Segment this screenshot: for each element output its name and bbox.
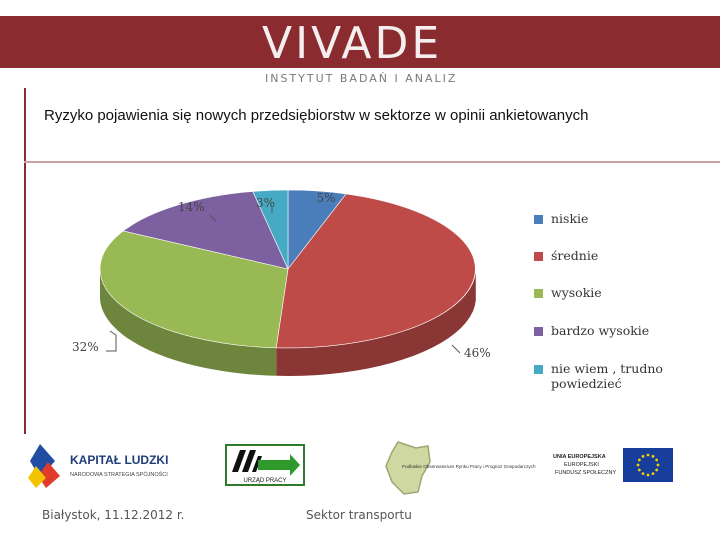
eu-star xyxy=(647,474,650,477)
kapital-ludzki-logo xyxy=(28,444,168,488)
eu-text-2: EUROPEJSKI xyxy=(564,462,599,468)
podlaskie-text: Podlaskie Obserwatorium Rynku Pracy i Prognoz Gospodarczych xyxy=(402,464,536,469)
pie-leader-2 xyxy=(106,331,116,351)
kapital-ludzki-text: KAPITAŁ LUDZKI xyxy=(70,453,169,467)
legend-label-srednie: średnie xyxy=(551,248,599,263)
eu-star xyxy=(638,459,641,462)
logo-tagline: INSTYTUT BADAŃ I ANALIZ xyxy=(265,72,458,85)
legend-swatch-niskie xyxy=(534,215,543,224)
title-divider xyxy=(24,161,720,163)
pie-chart-svg xyxy=(60,185,520,395)
legend-item-bardzo-wysokie xyxy=(534,323,701,338)
legend-item-nie-wiem xyxy=(534,361,701,391)
partner-logos xyxy=(0,436,720,496)
podlaskie-obserwatorium-logo xyxy=(386,442,536,494)
eu-star xyxy=(638,469,641,472)
eu-star xyxy=(655,469,658,472)
eu-star xyxy=(642,472,645,475)
eu-text-3: FUNDUSZ SPOŁECZNY xyxy=(555,470,617,476)
pie-leader-1 xyxy=(452,345,460,353)
legend-swatch-nie-wiem xyxy=(534,365,543,374)
urzad-pracy-text: URZĄD PRACY xyxy=(243,478,287,484)
kapital-ludzki-sub: NARODOWA STRATEGIA SPÓJNOŚCI xyxy=(70,472,168,478)
pie-label-3: 14% xyxy=(178,200,205,214)
legend-swatch-bardzo-wysokie xyxy=(534,327,543,336)
vivade-logo: VIVADE xyxy=(262,18,443,69)
legend-label-nie-wiem: nie wiem , trudno powiedzieć xyxy=(551,361,663,391)
pie-label-2: 32% xyxy=(72,340,99,354)
partner-logos-svg xyxy=(0,436,720,496)
footer-date: Białystok, 11.12.2012 r. xyxy=(42,508,185,522)
eu-star xyxy=(642,455,645,458)
legend-item-niskie xyxy=(534,211,701,226)
eu-star xyxy=(637,464,640,467)
eu-star xyxy=(652,472,655,475)
urzad-pracy-logo xyxy=(226,445,304,485)
legend-label-niskie: niskie xyxy=(551,211,589,226)
legend-item-wysokie xyxy=(534,285,701,300)
eu-star xyxy=(657,464,660,467)
legend-swatch-srednie xyxy=(534,252,543,261)
pie-label-1: 46% xyxy=(464,346,491,360)
eu-star xyxy=(647,454,650,457)
eu-flag xyxy=(623,448,673,482)
eu-text-1: UNIA EUROPEJSKA xyxy=(553,454,606,460)
eu-star xyxy=(652,455,655,458)
pie-label-0: 5% xyxy=(316,191,336,205)
legend-swatch-wysokie xyxy=(534,289,543,298)
pie-chart xyxy=(60,185,520,395)
footer-sector: Sektor transportu xyxy=(306,508,412,522)
legend-label-bardzo-wysokie: bardzo wysokie xyxy=(551,323,650,338)
left-accent-line xyxy=(24,88,26,434)
eu-logo xyxy=(553,448,673,482)
legend-label-wysokie: wysokie xyxy=(551,285,602,300)
eu-star xyxy=(655,459,658,462)
pie-label-4: 3% xyxy=(256,196,276,210)
slide-title: Ryzyko pojawienia się nowych przedsiębiorstw w sektorze w opinii ankietowanych xyxy=(44,107,589,124)
legend-item-srednie xyxy=(534,248,701,263)
